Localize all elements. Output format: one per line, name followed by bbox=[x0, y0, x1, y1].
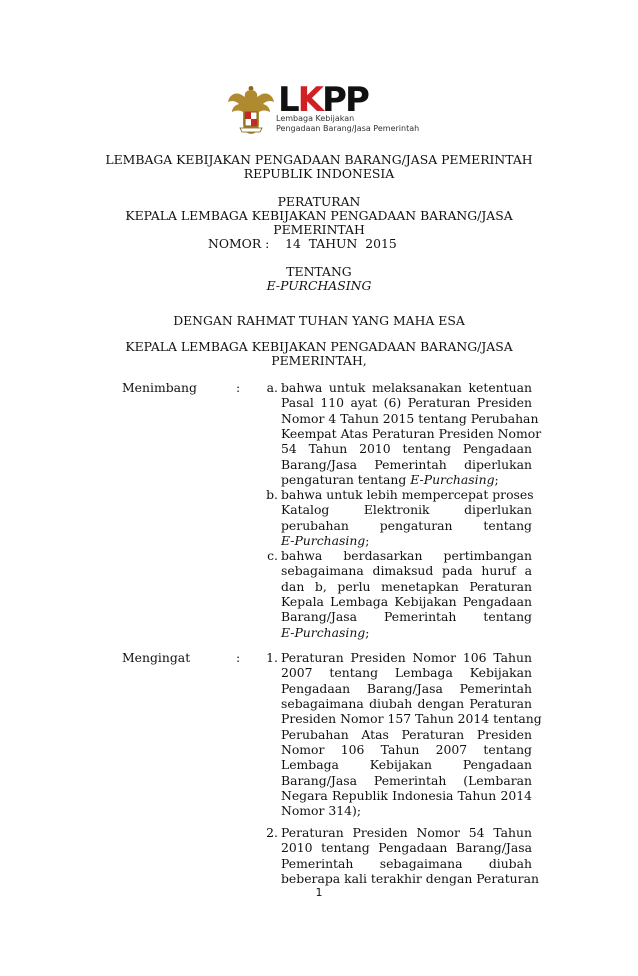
item-marker: b. bbox=[266, 487, 278, 502]
item-marker: a. bbox=[266, 380, 278, 395]
invocation: DENGAN RAHMAT TUHAN YANG MAHA ESA bbox=[173, 313, 465, 328]
issuer-line-1: KEPALA LEMBAGA KEBIJAKAN PENGADAAN BARANG/JASA bbox=[125, 208, 513, 223]
brand-wordmark: LKPP bbox=[278, 80, 368, 120]
garuda-emblem-icon bbox=[226, 84, 276, 136]
brand-tagline: Lembaga Kebijakan Pengadaan Barang/Jasa Pemerintah bbox=[276, 114, 420, 133]
tentang-heading: TENTANG bbox=[286, 264, 352, 279]
list-item: bahwa untuk melaksanakan ketentuan Pasal 110 ayat (6) Peraturan Presiden Nomor 4 Tahun 2015 tentang Perubahan Keempat Atas Peraturan Presiden Nomor 54 Tahun 2010 tentang Pengadaan Barang/Jasa Pemerintah diperlukan pengaturan tentang E-Purchasing; bbox=[281, 380, 542, 488]
official-line-1: KEPALA LEMBAGA KEBIJAKAN PENGADAAN BARANG/JASA bbox=[125, 339, 513, 354]
regulation-number: NOMOR : 14 TAHUN 2015 bbox=[208, 236, 397, 251]
mengingat-colon: : bbox=[236, 650, 241, 665]
list-item: bahwa untuk lebih mempercepat proses Katalog Elektronik diperlukan perubahan pengaturan tentang E-Purchasing; bbox=[281, 487, 534, 549]
regulation-subject: E-PURCHASING bbox=[266, 278, 372, 293]
item-marker: c. bbox=[267, 548, 278, 563]
agency-line-1: LEMBAGA KEBIJAKAN PENGADAAN BARANG/JASA PEMERINTAH bbox=[105, 152, 533, 167]
mengingat-label: Mengingat bbox=[122, 650, 191, 665]
list-item: Peraturan Presiden Nomor 106 Tahun 2007 tentang Lembaga Kebijakan Pengadaan Barang/Jasa Pemerintah sebagaimana diubah dengan Peraturan Presiden Nomor 157 Tahun 2014 tentang Perubahan Atas Peraturan Presiden Nomor 106 Tahun 2007 tentang Lembaga Kebijakan Pengadaan Barang/Jasa Pemerintah (Lembaran Negara Republik Indonesia Tahun 2014 Nomor 314); bbox=[281, 650, 542, 819]
issuer-line-2: PEMERINTAH bbox=[273, 222, 365, 237]
lkpp-logo bbox=[226, 82, 426, 140]
doc-type: PERATURAN bbox=[277, 194, 361, 209]
official-line-2: PEMERINTAH, bbox=[271, 353, 367, 368]
menimbang-colon: : bbox=[236, 380, 241, 395]
list-item: bahwa berdasarkan pertimbangan sebagaimana dimaksud pada huruf a dan b, perlu menetapkan Peraturan Kepala Lembaga Kebijakan Pengadaan Barang/Jasa Pemerintah tentang E-Purchasing; bbox=[281, 548, 532, 640]
page-number: 1 bbox=[315, 886, 323, 899]
item-marker: 2. bbox=[266, 825, 278, 840]
menimbang-label: Menimbang bbox=[122, 380, 197, 395]
list-item: Peraturan Presiden Nomor 54 Tahun 2010 tentang Pengadaan Barang/Jasa Pemerintah sebagaimana diubah beberapa kali terakhir dengan Peraturan bbox=[281, 825, 539, 887]
item-marker: 1. bbox=[266, 650, 278, 665]
agency-line-2: REPUBLIK INDONESIA bbox=[243, 166, 395, 181]
